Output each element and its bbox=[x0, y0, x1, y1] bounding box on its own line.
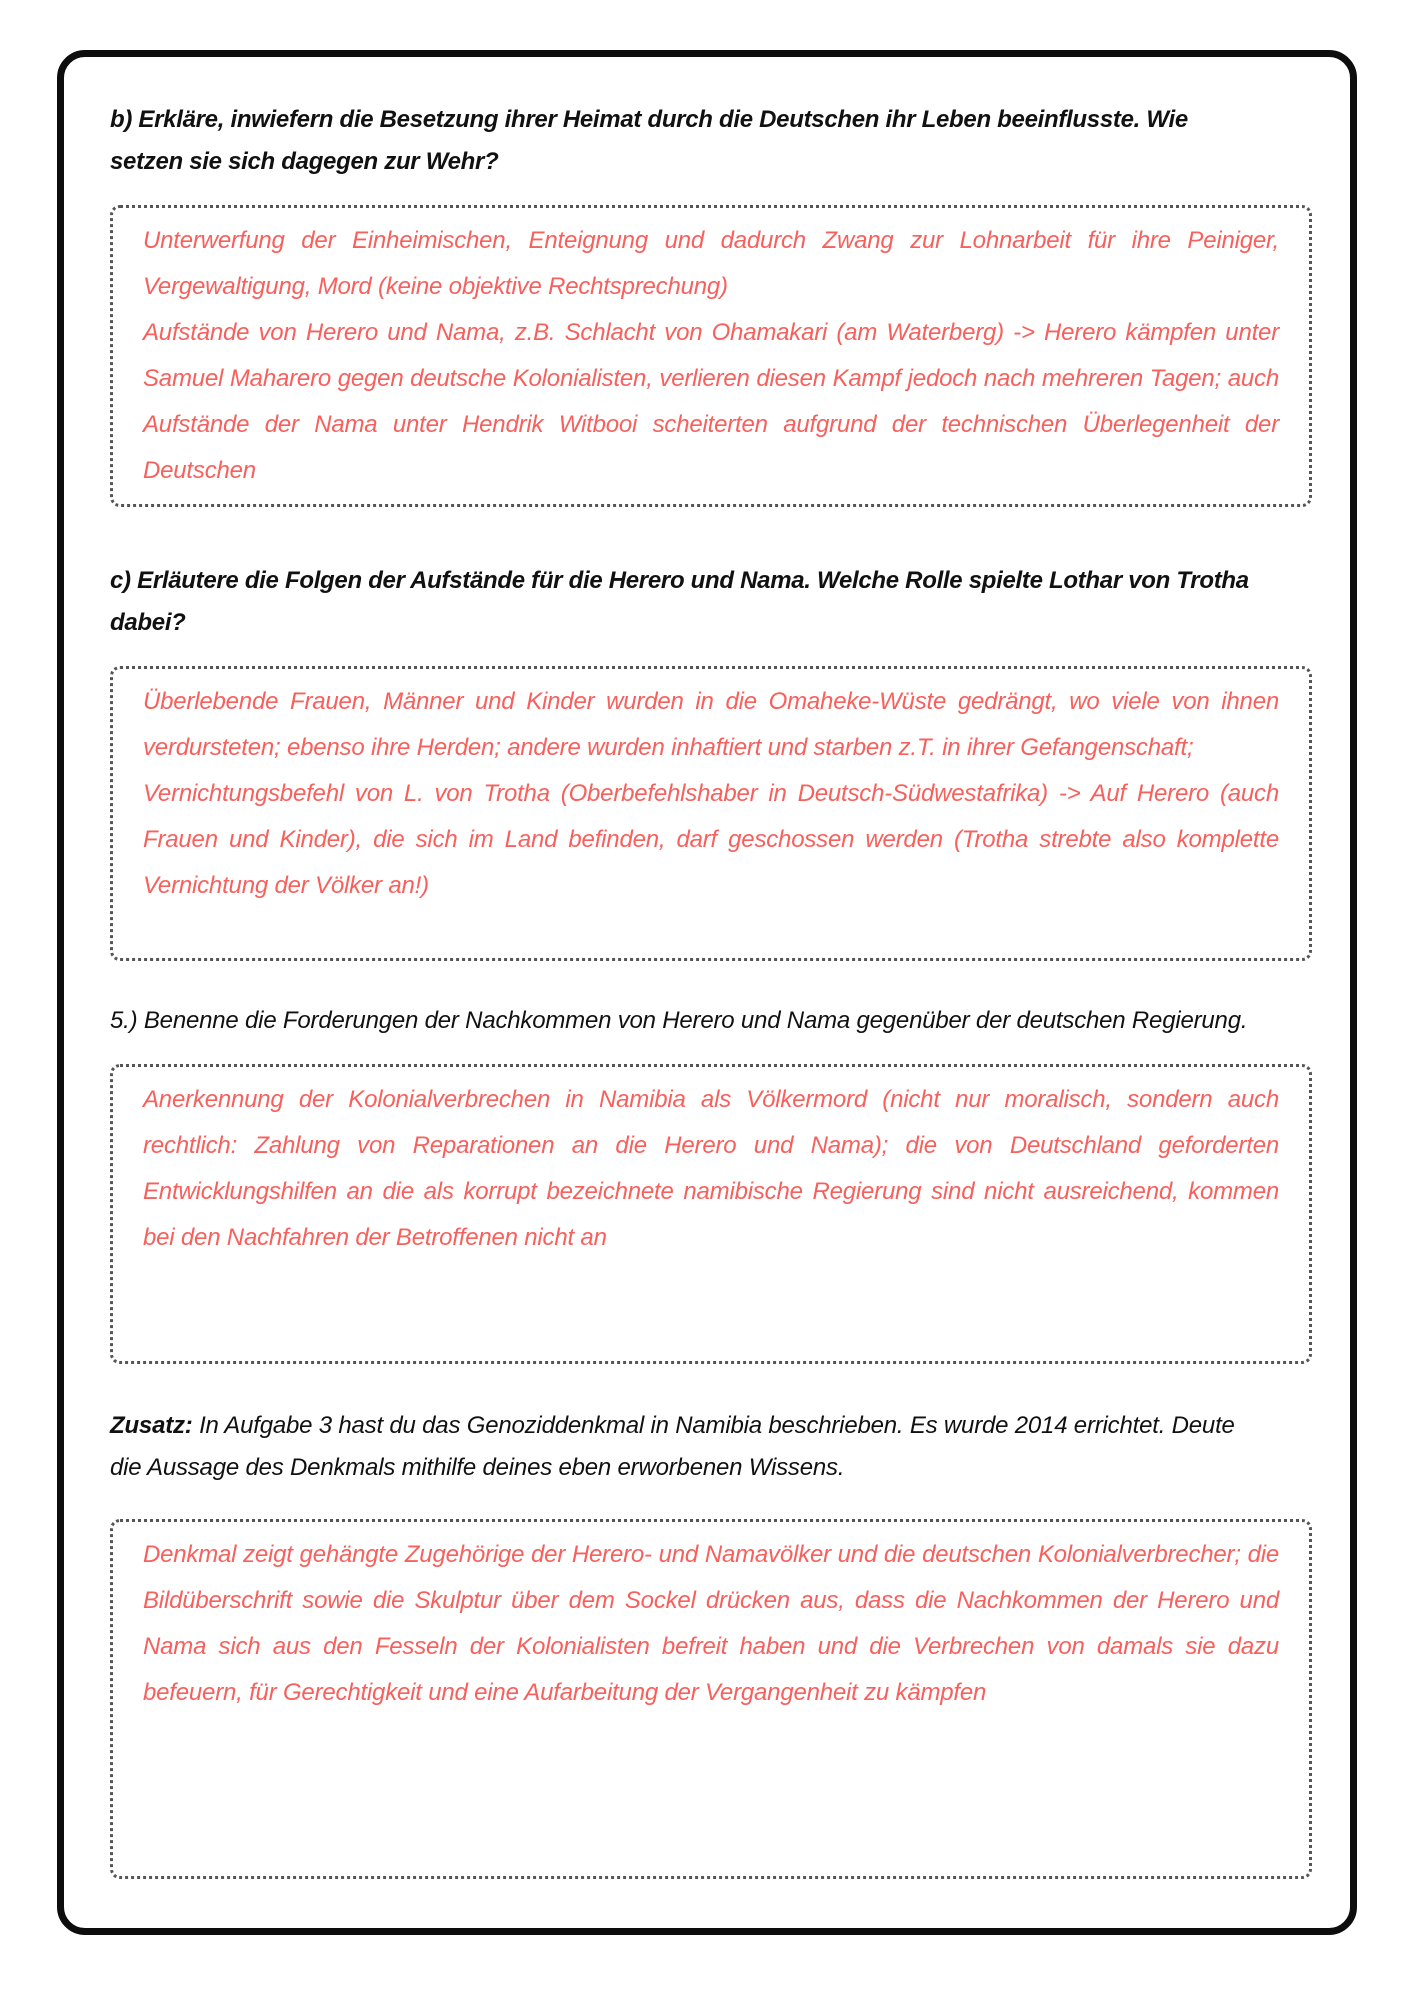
question-c-text: c) Erläutere die Folgen der Aufstände für die Herero und Nama. Welche Rolle spielte Lothar von Trotha dabei? bbox=[110, 567, 1249, 636]
answer-field-question-5[interactable] bbox=[110, 1064, 1312, 1364]
answer-paragraph: Überlebende Frauen, Männer und Kinder wurden in die Omaheke-Wüste gedrängt, wo viele von ihnen verdursteten; ebenso ihre Herden; andere wurden inhaftiert und starben z.T. in ihrer Gefangenschaft; bbox=[143, 688, 1279, 761]
answer-paragraph: Aufstände von Herero und Nama, z.B. Schlacht von Ohamakari (am Waterberg) -> Herero kämpfen unter Samuel Maharero gegen deutsche Kolonialisten, verlieren diesen Kampf jedoch nach mehreren Tagen; auch Aufstände der Nama unter Hendrik Witbooi scheiterten aufgrund der technischen Überlegenheit der Deutschen bbox=[143, 319, 1279, 484]
question-b-text: b) Erkläre, inwiefern die Besetzung ihrer Heimat durch die Deutschen ihr Leben beeinflusste. Wie setzen sie sich dagegen zur Wehr? bbox=[110, 106, 1188, 175]
zusatz-text: In Aufgabe 3 hast du das Genoziddenkmal in Namibia beschrieben. Es wurde 2014 errichtet. Deute die Aussage des Denkmals mithilfe deines eben erworbenen Wissens. bbox=[110, 1412, 1235, 1481]
section-question-c bbox=[110, 560, 1312, 961]
answer-paragraph: Anerkennung der Kolonialverbrechen in Namibia als Völkermord (nicht nur moralisch, sondern auch rechtlich: Zahlung von Reparationen an die Herero und Nama); die von Deutschland geforderten Entwicklungshilfen an die als korrupt bezeichnete namibische Regierung sind nicht ausreichend, kommen bei den Nachfahren der Betroffenen nicht an bbox=[143, 1086, 1279, 1251]
question-zusatz-text bbox=[110, 1405, 1265, 1489]
section-question-b bbox=[110, 99, 1312, 507]
worksheet-page bbox=[57, 50, 1357, 1935]
zusatz-label: Zusatz: bbox=[110, 1412, 193, 1439]
answer-paragraph: Denkmal zeigt gehängte Zugehörige der Herero- und Namavölker und die deutschen Kolonialverbrecher; die Bildüberschrift sowie die Skulptur über dem Sockel drücken aus, dass die Nachkommen der Herero und Nama sich aus den Fesseln der Kolonialisten befreit haben und die Verbrechen von damals sie dazu befeuern, für Gerechtigkeit und eine Aufarbeitung der Vergangenheit zu kämpfen bbox=[143, 1541, 1279, 1706]
answer-field-question-b[interactable] bbox=[110, 205, 1312, 507]
answer-field-zusatz[interactable] bbox=[110, 1519, 1312, 1879]
answer-paragraph: Unterwerfung der Einheimischen, Enteignung und dadurch Zwang zur Lohnarbeit für ihre Peiniger, Vergewaltigung, Mord (keine objektive Rechtsprechung) bbox=[143, 227, 1279, 300]
question-5-text: 5.) Benenne die Forderungen der Nachkommen von Herero und Nama gegenüber der deutschen Regierung. bbox=[110, 1007, 1248, 1034]
answer-field-question-c[interactable] bbox=[110, 666, 1312, 961]
section-question-5 bbox=[110, 1000, 1312, 1364]
section-zusatz bbox=[110, 1405, 1312, 1879]
answer-paragraph: Vernichtungsbefehl von L. von Trotha (Oberbefehlshaber in Deutsch-Südwestafrika) -> Auf Herero (auch Frauen und Kinder), die sich im Land befinden, darf geschossen werden (Trotha strebte also komplette Vernichtung der Völker an!) bbox=[143, 780, 1279, 899]
